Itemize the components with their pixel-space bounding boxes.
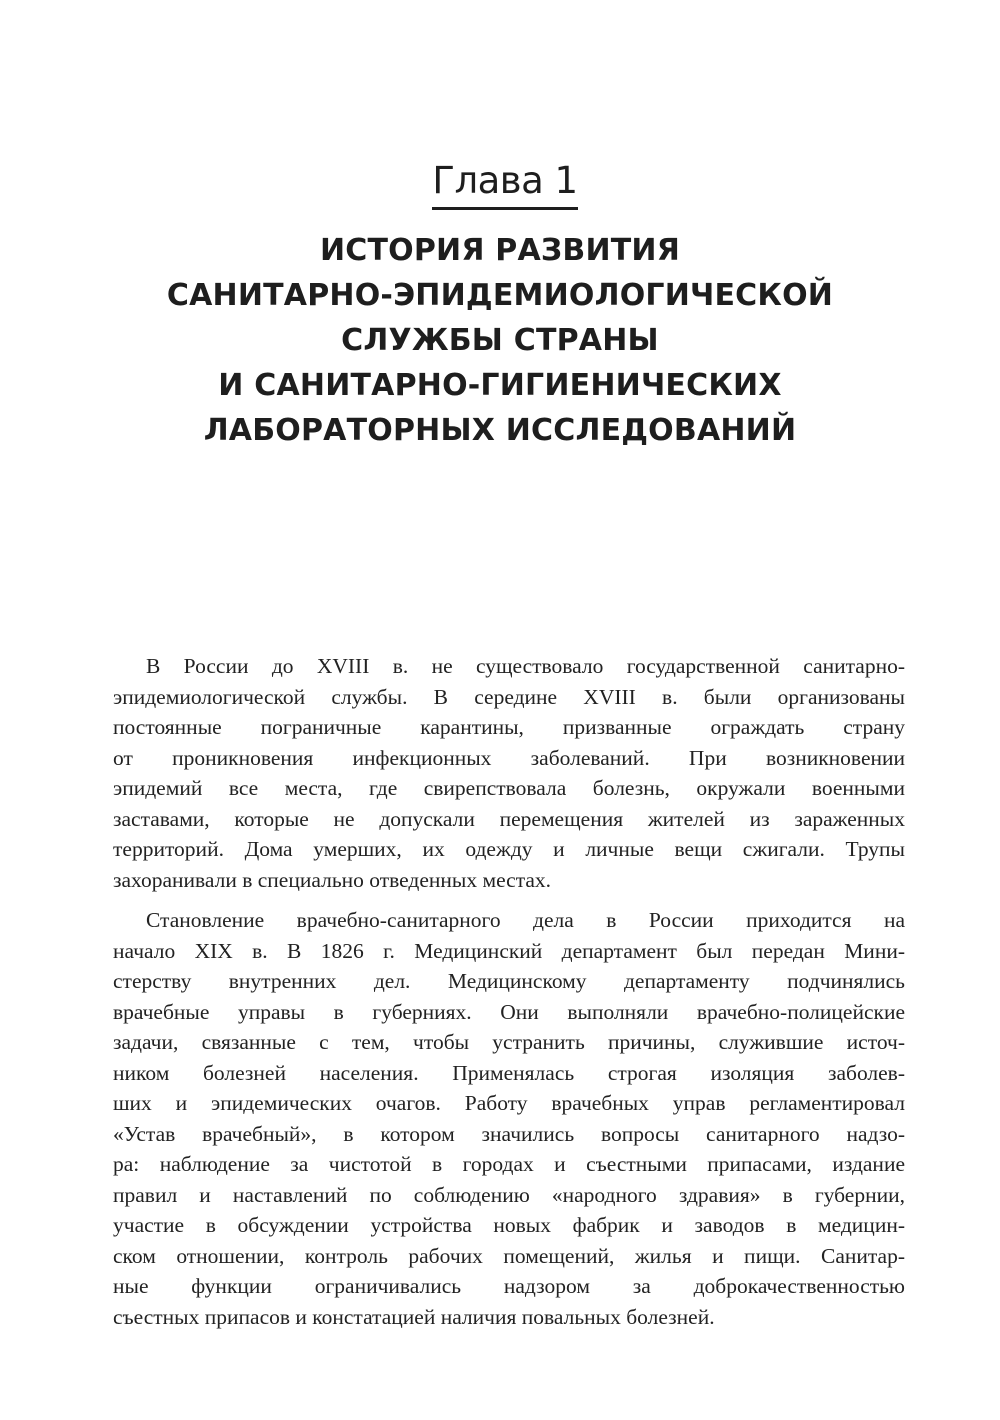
text-line: ником болезней населения. Применялась строгая изоляция заболев- — [113, 1060, 905, 1085]
chapter-title-line: САНИТАРНО-ЭПИДЕМИОЛОГИЧЕСКОЙ — [166, 278, 834, 313]
text-line: «Устав врачебный», в котором значились вопросы санитарного надзо- — [113, 1121, 905, 1146]
chapter-title — [0, 228, 1000, 453]
text-line: эпидемий все места, где свирепствовала болезнь, окружали военными — [113, 776, 905, 800]
text-line: ра: наблюдение за чистотой в городах и съестными припасами, издание — [113, 1152, 905, 1176]
chapter-title-line: И САНИТАРНО-ГИГИЕНИЧЕСКИХ — [218, 368, 782, 403]
text-line: захоранивали в специально отведенных местах. — [113, 867, 552, 892]
text-line: съестных припасов и констатацией наличия повальных болезней. — [113, 1304, 715, 1329]
chapter-title-line: ЛАБОРАТОРНЫХ ИССЛЕДОВАНИЙ — [203, 413, 797, 448]
text-line: начало XIX в. В 1826 г. Медицинский департамент был передан Мини- — [113, 938, 905, 963]
text-line: правил и наставлений по соблюдению «народного здравия» в губернии, — [113, 1182, 905, 1207]
text-line: от проникновения инфекционных заболеваний. При возникновении — [113, 745, 905, 770]
text-line: Становление врачебно-санитарного дела в России приходится на — [146, 908, 905, 932]
paragraph — [113, 905, 905, 1332]
text-line: задачи, связанные с тем, чтобы устранить причины, служившие источ- — [113, 1030, 905, 1054]
text-line: стерству внутренних дел. Медицинскому департаменту подчинялись — [113, 969, 905, 993]
chapter-label — [0, 159, 1000, 210]
text-line: ском отношении, контроль рабочих помещений, жилья и пищи. Санитар- — [113, 1243, 905, 1268]
text-line: В России до XVIII в. не существовало государственной санитарно- — [146, 654, 905, 678]
text-line: постоянные пограничные карантины, призванные ограждать страну — [113, 715, 905, 739]
text-line: ших и эпидемических очагов. Работу врачебных управ регламентировал — [113, 1091, 905, 1115]
text-line: участие в обсуждении устройства новых фабрик и заводов в медицин- — [113, 1213, 905, 1237]
text-line: ные функции ограничивались надзором за доброкачественностью — [113, 1274, 905, 1298]
chapter-label-text: Глава 1 — [432, 162, 577, 210]
text-line: заставами, которые не допускали перемещения жителей из зараженных — [113, 806, 905, 831]
paragraph — [113, 651, 905, 895]
text-line: врачебные управы в губерниях. Они выполняли врачебно-полицейские — [113, 999, 905, 1024]
chapter-title-line: СЛУЖБЫ СТРАНЫ — [341, 323, 659, 358]
text-line: территорий. Дома умерших, их одежду и личные вещи сжигали. Трупы — [113, 837, 905, 861]
chapter-title-line: ИСТОРИЯ РАЗВИТИЯ — [319, 233, 681, 268]
body-text — [113, 651, 905, 1342]
text-line: эпидемиологической службы. В середине XVIII в. были организованы — [113, 684, 905, 709]
